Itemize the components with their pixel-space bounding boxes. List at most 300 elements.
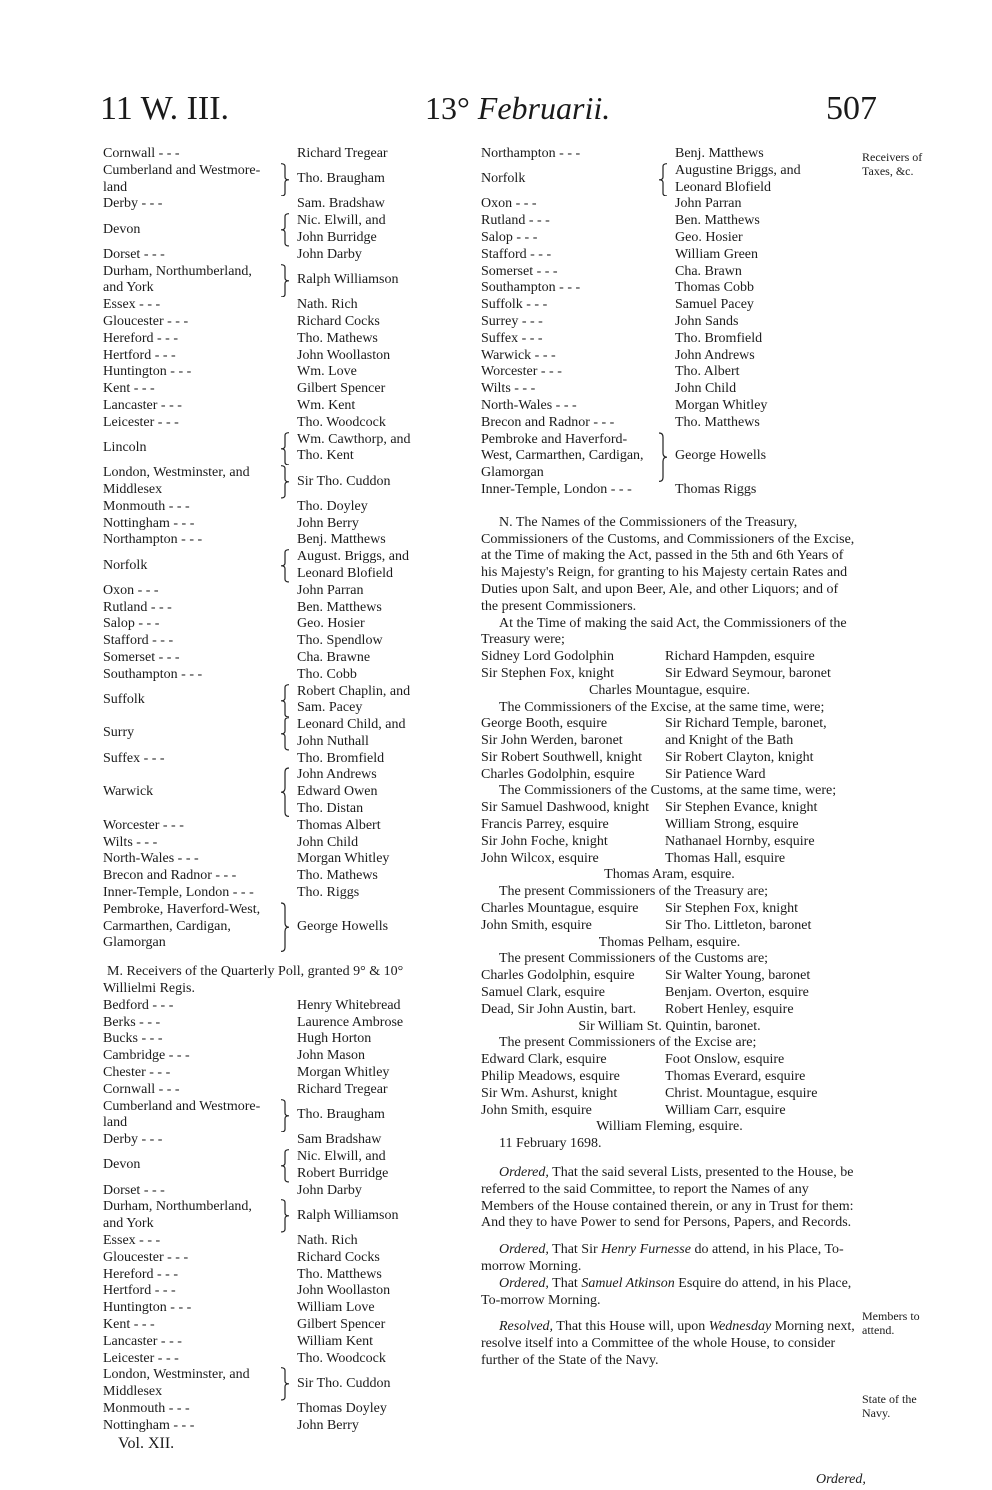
commissioner-name: Sir Walter Young, baronet: [665, 968, 811, 984]
brace: [273, 163, 297, 197]
brace-icon: [280, 684, 290, 718]
county-name: Wilts - - -: [481, 381, 536, 397]
receiver-name: [675, 381, 736, 398]
receiver-name-line: Henry Whitebread: [297, 997, 401, 1013]
receiver-name: [297, 1233, 358, 1250]
receiver-name-line: Robert Burridge: [297, 1165, 389, 1181]
county-name: Stafford - - -: [103, 633, 174, 649]
receiver-name-line: Tho. Riggs: [297, 885, 360, 901]
receiver-name: [297, 432, 411, 466]
county-row: [103, 297, 433, 314]
receiver-name-line: Cha. Brawne: [297, 649, 371, 665]
order-lead: Ordered,: [499, 1275, 549, 1291]
county-row: [481, 213, 858, 230]
treasury-now-last: Thomas Pelham, esquire.: [598, 934, 741, 950]
receiver-name-line: Nic. Elwill, and: [297, 213, 386, 229]
receiver-name-line: Cha. Brawn: [675, 263, 742, 279]
receiver-name: [297, 998, 401, 1015]
receiver-name-line: George Howells: [297, 918, 389, 934]
commissioner-name: Francis Parrey, esquire: [481, 817, 609, 833]
receiver-name: [297, 398, 355, 415]
county-row: [103, 667, 433, 684]
receiver-name-line: William Love: [297, 1300, 375, 1316]
county-row: [103, 1401, 433, 1418]
receiver-name-line: John Parran: [297, 582, 364, 598]
receiver-name: [675, 163, 801, 197]
treasury-now-table: [481, 901, 858, 935]
commissioner-name: Sir Stephen Fox, knight: [665, 901, 799, 917]
receiver-name-line: Tho. Woodcock: [297, 1350, 386, 1366]
section-m-heading: M. Receivers of the Quarterly Poll, granted 9° & 10° Willielmi Regis.: [103, 964, 404, 997]
receiver-name: [297, 1250, 380, 1267]
receiver-name: [297, 1048, 365, 1065]
county-name: Berks - - -: [103, 1014, 161, 1030]
brace-icon: [280, 767, 290, 817]
receiver-name-line: Gilbert Spencer: [297, 381, 386, 397]
county-row: [103, 818, 433, 835]
county-name: Chester - - -: [103, 1065, 171, 1081]
excise-then-table: [481, 716, 858, 783]
county-name: Lincoln: [103, 439, 147, 455]
county-name: Suffex - - -: [481, 330, 543, 346]
receiver-name: [297, 196, 385, 213]
county-name: Somerset - - -: [103, 649, 180, 665]
county-row: [103, 868, 433, 885]
county-row: [103, 751, 433, 768]
receiver-name-line: Leonard Child, and: [297, 717, 406, 733]
commissioner-name: Benjam. Overton, esquire: [665, 985, 809, 1001]
county-row: [481, 297, 858, 314]
receiver-name-line: Benj. Matthews: [675, 146, 764, 161]
receiver-name: [675, 364, 740, 381]
county-name: Bucks - - -: [103, 1031, 163, 1047]
receiver-name-line: Ralph Williamson: [297, 271, 399, 287]
commissioner-name: George Booth, esquire: [481, 716, 608, 732]
county-row: [103, 1149, 433, 1183]
county-row: [103, 1267, 433, 1284]
county-name: Worcester - - -: [481, 364, 562, 380]
county-name: Salop - - -: [481, 229, 538, 245]
receiver-name: [297, 499, 368, 516]
order-lead: Ordered,: [499, 1242, 549, 1258]
receiver-name-line: Augustine Briggs, and: [675, 162, 801, 178]
receiver-name-line: Thomas Doyley: [297, 1400, 387, 1416]
county-name: Oxon - - -: [481, 196, 537, 212]
county-row: [103, 314, 433, 331]
receiver-name-line: John Woollaston: [297, 1283, 391, 1299]
county-row: [103, 1015, 433, 1032]
receiver-name-line: Laurence Ambrose: [297, 1014, 404, 1030]
receiver-name: [297, 1351, 386, 1368]
receiver-name: [297, 1418, 359, 1435]
receiver-name: [675, 482, 756, 499]
resolution-text: Morning next, resolve itself into a Committee of the whole House, to consider further of the State of the Navy.: [481, 1319, 855, 1368]
commissioner-name: William Carr, esquire: [665, 1102, 786, 1118]
county-row: [103, 885, 433, 902]
receiver-name-line: Richard Cocks: [297, 1249, 380, 1265]
commissioner-name: Sir Patience Ward: [665, 766, 766, 782]
county-row: [103, 650, 433, 667]
receiver-name: [297, 851, 389, 868]
county-name: Hereford - - -: [103, 1266, 179, 1282]
receiver-name-line: Tho. Spendlow: [297, 633, 383, 649]
receiver-name-line: Tho. Kent: [297, 448, 354, 464]
county-row: [103, 532, 433, 549]
receiver-name: [297, 717, 405, 751]
county-row: [103, 196, 433, 213]
county-name: Devon: [103, 1157, 141, 1173]
county-row: [103, 247, 433, 264]
receiver-name: [297, 314, 380, 331]
receiver-name: [297, 667, 357, 684]
county-row: [103, 163, 433, 197]
brace-icon: [280, 902, 290, 952]
brace: [273, 1199, 297, 1233]
receiver-name: [297, 616, 365, 633]
resolution-navy: [481, 1319, 858, 1369]
county-name: Kent - - -: [103, 381, 155, 397]
county-row: [103, 1082, 433, 1099]
county-name: Rutland - - -: [481, 213, 550, 229]
receiver-name: [297, 1334, 373, 1351]
receiver-name-line: Samuel Pacey: [675, 297, 754, 313]
receiver-name-line: Tho. Bromfield: [297, 750, 385, 766]
receiver-name: [297, 146, 388, 163]
customs-then-table: [481, 800, 858, 867]
county-row: [103, 583, 433, 600]
receivers-list-right: [481, 146, 858, 499]
county-name: Inner-Temple, London - - -: [103, 885, 254, 901]
county-name: Leicester - - -: [103, 414, 179, 430]
receiver-name-line: John Woollaston: [297, 347, 391, 363]
county-row: [103, 1317, 433, 1334]
treasury-then-intro: At the Time of making the said Act, the Commissioners of the Treasury were;: [481, 615, 847, 648]
county-row: [481, 348, 858, 365]
county-row: [103, 902, 433, 952]
county-name: Inner-Temple, London - - -: [481, 481, 632, 497]
county-row: [481, 415, 858, 432]
county-row: [103, 767, 433, 817]
brace: [273, 1367, 297, 1401]
county-row: [103, 684, 433, 718]
brace: [273, 213, 297, 247]
receiver-name: [297, 415, 386, 432]
receiver-name: [297, 1183, 362, 1200]
brace: [273, 684, 297, 718]
county-name: Pembroke, Haverford-West, Carmarthen, Cardigan, Glamorgan: [103, 901, 261, 951]
brace-icon: [280, 1199, 290, 1233]
receiver-name-line: John Burridge: [297, 229, 377, 245]
treasury-then-last: Charles Mountague, esquire.: [589, 682, 750, 698]
commissioner-name: Sir Robert Southwell, knight: [481, 749, 642, 765]
receiver-name: [297, 1267, 382, 1284]
receiver-name-line: John Andrews: [297, 767, 377, 783]
receiver-name: [297, 1149, 388, 1183]
receiver-name: [297, 171, 385, 188]
receiver-name-line: Leonard Blofield: [675, 179, 772, 195]
county-name: Salop - - -: [103, 616, 160, 632]
county-name: Wilts - - -: [103, 834, 158, 850]
receiver-name-line: John Mason: [297, 1048, 366, 1064]
county-name: Cumberland and Westmore-land: [103, 1098, 261, 1131]
receiver-name-line: Thomas Albert: [297, 817, 381, 833]
commissioner-name: Sir Samuel Dashwood, knight: [481, 800, 649, 816]
commissioner-name: Sir Stephen Fox, knight: [481, 665, 615, 681]
commissioner-name: Charles Mountague, esquire: [481, 901, 639, 917]
receiver-name: [675, 314, 738, 331]
commissioner-name: Sir Wm. Ashurst, knight: [481, 1085, 618, 1101]
county-row: [103, 516, 433, 533]
receiver-name: [297, 1031, 371, 1048]
county-name: Oxon - - -: [103, 582, 159, 598]
receiver-name: [675, 398, 767, 415]
date-month: Februarii.: [477, 90, 611, 126]
county-row: [103, 146, 433, 163]
receiver-name: [297, 835, 358, 852]
receiver-name-line: Richard Tregear: [297, 146, 388, 161]
county-row: [103, 717, 433, 751]
receiver-name: [297, 767, 377, 817]
receiver-name: [675, 297, 754, 314]
county-name: Derby - - -: [103, 196, 163, 212]
commissioner-name: Sir Robert Clayton, knight: [665, 749, 814, 765]
brace: [273, 264, 297, 298]
county-row: [103, 600, 433, 617]
county-row: [103, 1099, 433, 1133]
receiver-name: [297, 532, 386, 549]
county-row: [481, 247, 858, 264]
receiver-name-line: William Green: [675, 246, 759, 262]
commissioner-name: Sir Tho. Littleton, baronet: [665, 917, 812, 933]
excise-now-last: William Fleming, esquire.: [596, 1119, 743, 1135]
county-name: Suffex - - -: [103, 750, 165, 766]
county-row: [103, 616, 433, 633]
brace-icon: [658, 432, 668, 482]
commissioner-name: Edward Clark, esquire: [481, 1052, 607, 1068]
brace-icon: [280, 549, 290, 583]
receiver-name: [675, 196, 742, 213]
brace: [273, 432, 297, 466]
county-row: [103, 633, 433, 650]
county-row: [481, 314, 858, 331]
county-row: [103, 549, 433, 583]
receiver-name-line: Nic. Elwill, and: [297, 1149, 386, 1165]
receiver-name-line: Edward Owen: [297, 784, 378, 800]
county-name: Essex - - -: [103, 297, 161, 313]
county-row: [103, 432, 433, 466]
brace-icon: [280, 1149, 290, 1183]
customs-now-table: [481, 968, 858, 1018]
receiver-name: [297, 1208, 398, 1225]
county-name: Nottingham - - -: [103, 515, 195, 531]
page-number: 507: [826, 90, 877, 127]
receiver-name-line: Tho. Cobb: [297, 666, 357, 682]
county-name: London, Westminster, and Middlesex: [103, 1367, 250, 1400]
receiver-name: [297, 1082, 388, 1099]
receiver-name: [297, 272, 398, 289]
treasury-then-table: [481, 649, 858, 683]
receiver-name: [297, 1107, 385, 1124]
county-row: [103, 1334, 433, 1351]
receiver-name-line: Tho. Woodcock: [297, 414, 386, 430]
county-row: [103, 1199, 433, 1233]
commissioner-name: Sir Richard Temple, baronet,: [665, 716, 827, 732]
receiver-name-line: Tho. Mathews: [297, 868, 378, 884]
county-row: [481, 364, 858, 381]
receiver-name-line: Morgan Whitley: [297, 1065, 390, 1081]
county-row: [103, 1233, 433, 1250]
receiver-name: [297, 1132, 381, 1149]
receiver-name-line: George Howells: [675, 448, 767, 464]
receiver-name: [297, 1376, 390, 1393]
commissioner-name: Sir Edward Seymour, baronet: [665, 665, 831, 681]
county-row: [103, 1031, 433, 1048]
left-column: [103, 146, 433, 1435]
county-row: [481, 432, 858, 482]
receiver-name-line: Richard Tregear: [297, 1081, 388, 1097]
receiver-name: [297, 1300, 375, 1317]
county-name: Southampton - - -: [481, 280, 581, 296]
receiver-name-line: Richard Cocks: [297, 313, 380, 329]
receiver-name-line: Tho. Doyley: [297, 498, 368, 514]
receiver-name-line: Wm. Love: [297, 364, 357, 380]
section-n-heading: N. The Names of the Commissioners of the Treasury, Commissioners of the Customs, and Commissioners of the Excise, at the Time of making the Act, passed in the 5th and 6th Years of his Majesty's Reign, for granting to his Majesty certain Rates and Duties upon Salt, and upon Beer, Ale, and other Liquors; and of the present Commissioners.: [481, 514, 855, 614]
county-row: [103, 835, 433, 852]
receiver-name: [297, 297, 358, 314]
receiver-name-line: Tho. Braugham: [297, 1107, 385, 1123]
right-column: [481, 146, 858, 1370]
county-name: Norfolk: [481, 171, 526, 187]
brace: [273, 1099, 297, 1133]
county-name: Bedford - - -: [103, 997, 174, 1013]
county-row: [103, 1048, 433, 1065]
receiver-name-line: Nath. Rich: [297, 1233, 358, 1248]
county-name: Somerset - - -: [481, 263, 558, 279]
county-row: [481, 280, 858, 297]
county-row: [103, 851, 433, 868]
county-name: Hertford - - -: [103, 347, 176, 363]
receiver-name-line: Benj. Matthews: [297, 532, 386, 548]
order-furnesse: [481, 1242, 858, 1276]
county-row: [103, 398, 433, 415]
county-name: Rutland - - -: [103, 599, 172, 615]
receiver-name-line: Ben. Matthews: [675, 213, 760, 229]
brace-icon: [280, 1367, 290, 1401]
county-row: [481, 331, 858, 348]
commissioner-name: Charles Godolphin, esquire: [481, 968, 635, 984]
county-row: [103, 264, 433, 298]
county-name: Huntington - - -: [103, 364, 192, 380]
county-name: Cumberland and Westmore-land: [103, 162, 261, 195]
receiver-name: [297, 650, 370, 667]
receiver-name: [297, 331, 378, 348]
brace-icon: [280, 264, 290, 298]
county-row: [103, 499, 433, 516]
county-row: [103, 1250, 433, 1267]
commissioner-name: Sir Stephen Evance, knight: [665, 800, 818, 816]
receiver-name-line: Tho. Albert: [675, 364, 740, 380]
receiver-name-line: John Darby: [297, 1182, 362, 1198]
receivers-list-continued: [103, 146, 433, 952]
county-name: Worcester - - -: [103, 817, 184, 833]
county-row: [103, 998, 433, 1015]
customs-then-last: Thomas Aram, esquire.: [604, 867, 735, 883]
county-name: Suffolk: [103, 691, 145, 707]
volume-signature: Vol. XII.: [118, 1435, 175, 1452]
county-row: [103, 1183, 433, 1200]
receiver-name: [297, 919, 388, 936]
running-head-left: 11 W. III.: [100, 90, 230, 127]
receiver-name-line: Ben. Matthews: [297, 599, 382, 615]
county-name: Brecon and Radnor - - -: [103, 868, 237, 884]
county-name: Northampton - - -: [103, 532, 203, 548]
receiver-name: [675, 331, 762, 348]
treasury-now-intro: The present Commissioners of the Treasury are;: [499, 884, 769, 900]
order-text: do attend, in his Place, To-morrow Morning.: [481, 1242, 844, 1274]
commissioner-name: Philip Meadows, esquire: [481, 1069, 620, 1085]
county-row: [481, 146, 858, 163]
county-name: Brecon and Radnor - - -: [481, 414, 615, 430]
receiver-name-line: John Parran: [675, 196, 742, 212]
county-name: Stafford - - -: [481, 246, 552, 262]
county-row: [481, 398, 858, 415]
running-head-date: [425, 92, 610, 124]
commissioner-name: Sir John Werden, baronet: [481, 733, 623, 749]
receiver-name-line: Sir Tho. Cuddon: [297, 473, 391, 489]
receiver-name-line: John Nuthall: [297, 733, 369, 749]
receiver-name: [675, 348, 755, 365]
commissioner-name: Robert Henley, esquire: [665, 1001, 794, 1017]
brace: [651, 163, 675, 197]
brace-icon: [280, 213, 290, 247]
commissioner-name: John Wilcox, esquire: [481, 850, 599, 866]
order-lead: Ordered,: [499, 1165, 549, 1181]
receiver-name-line: Ralph Williamson: [297, 1207, 399, 1223]
county-name: Warwick: [103, 784, 154, 800]
date-number: 13°: [425, 90, 470, 126]
receiver-name: [675, 230, 743, 247]
margin-note-receivers: Receivers of Taxes, &c.: [862, 150, 923, 178]
county-name: Pembroke and Haverford-West, Carmarthen, Cardigan, Glamorgan: [481, 431, 644, 481]
county-name: Monmouth - - -: [103, 1400, 190, 1416]
county-name: Durham, Northumberland, and York: [103, 263, 252, 296]
county-name: Huntington - - -: [103, 1300, 192, 1316]
commissioner-name: Charles Godolphin, esquire: [481, 766, 635, 782]
commissioner-name: Richard Hampden, esquire: [665, 649, 815, 665]
excise-then-intro: The Commissioners of the Excise, at the same time, were;: [499, 699, 825, 715]
county-name: Essex - - -: [103, 1233, 161, 1248]
commissioner-name: Samuel Clark, esquire: [481, 985, 606, 1001]
receiver-name: [297, 1401, 387, 1418]
receiver-name: [297, 818, 381, 835]
brace: [273, 465, 297, 499]
county-row: [481, 482, 858, 499]
receiver-name: [297, 348, 390, 365]
county-name: Lancaster - - -: [103, 397, 182, 413]
receiver-name: [297, 885, 359, 902]
excise-now-table: [481, 1052, 858, 1119]
county-name: Dorset - - -: [103, 1182, 165, 1198]
receiver-name: [297, 549, 409, 583]
receiver-name-line: John Berry: [297, 1417, 359, 1433]
county-name: Cambridge - - -: [103, 1048, 190, 1064]
county-name: Surry: [103, 725, 135, 741]
receiver-name-line: Sam. Pacey: [297, 700, 363, 716]
order-text: That Sir: [552, 1242, 598, 1258]
county-name: Leicester - - -: [103, 1350, 179, 1366]
county-name: Surrey - - -: [481, 313, 543, 329]
resolution-day: Wednesday: [708, 1319, 772, 1335]
